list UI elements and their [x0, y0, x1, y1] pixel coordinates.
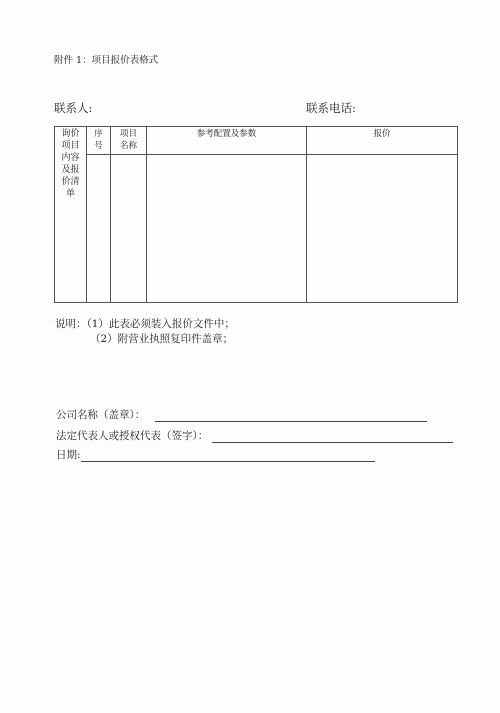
- header-price: 报价: [307, 127, 458, 155]
- cell-price: [307, 155, 458, 303]
- representative-label: 法定代表人或授权代表（签字）：: [56, 430, 209, 442]
- note-line-1: [55, 316, 235, 331]
- quotation-table: [54, 126, 458, 303]
- attachment-title: 附件 1：项目报价表格式: [54, 55, 159, 66]
- cell-index: [87, 155, 111, 303]
- header-config: 参考配置及参数: [147, 127, 307, 155]
- representative-field: [56, 428, 453, 443]
- header-item-name: 项目名称: [111, 127, 147, 155]
- date-label: 日期:: [56, 449, 81, 461]
- date-line[interactable]: [81, 450, 375, 462]
- company-name-label: 公司名称（盖章）：: [56, 409, 146, 421]
- table-row-label-cell: [55, 127, 87, 303]
- table-header-row: [55, 127, 458, 155]
- note-item-2: （2）附营业执照复印件盖章；: [90, 333, 234, 345]
- date-field: [56, 447, 375, 462]
- note-item-1: （1）此表必须装入报价文件中；: [86, 318, 235, 330]
- header-index: 序号: [87, 127, 111, 155]
- table-row-label: 询价项目内容及报价清单: [61, 129, 80, 199]
- contact-phone-label: 联系电话:: [306, 101, 356, 115]
- contact-person-label: 联系人:: [54, 101, 93, 115]
- representative-line[interactable]: [212, 431, 453, 443]
- cell-item-name: [111, 155, 147, 303]
- company-name-line[interactable]: [155, 410, 427, 422]
- cell-config: [147, 155, 307, 303]
- company-name-field: [56, 407, 427, 422]
- note-prefix: 说明：: [55, 318, 87, 330]
- table-row: [55, 155, 458, 303]
